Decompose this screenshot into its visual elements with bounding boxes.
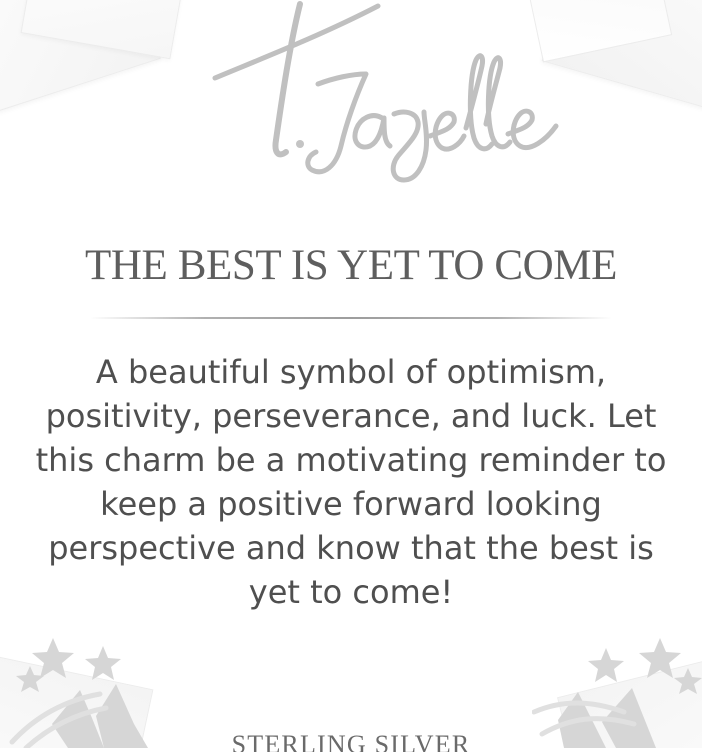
divider-rule xyxy=(90,317,612,319)
handwritten-signature-icon xyxy=(0,0,702,210)
brand-signature xyxy=(0,0,702,210)
material-label: STERLING SILVER xyxy=(231,730,471,752)
page-title: THE BEST IS YET TO COME xyxy=(85,242,617,289)
description-text: A beautiful symbol of optimism, positivity, perseverance, and luck. Let this charm be a motivating reminder to keep a positive forward looking perspective and know that the best is yet to come! xyxy=(35,353,667,611)
